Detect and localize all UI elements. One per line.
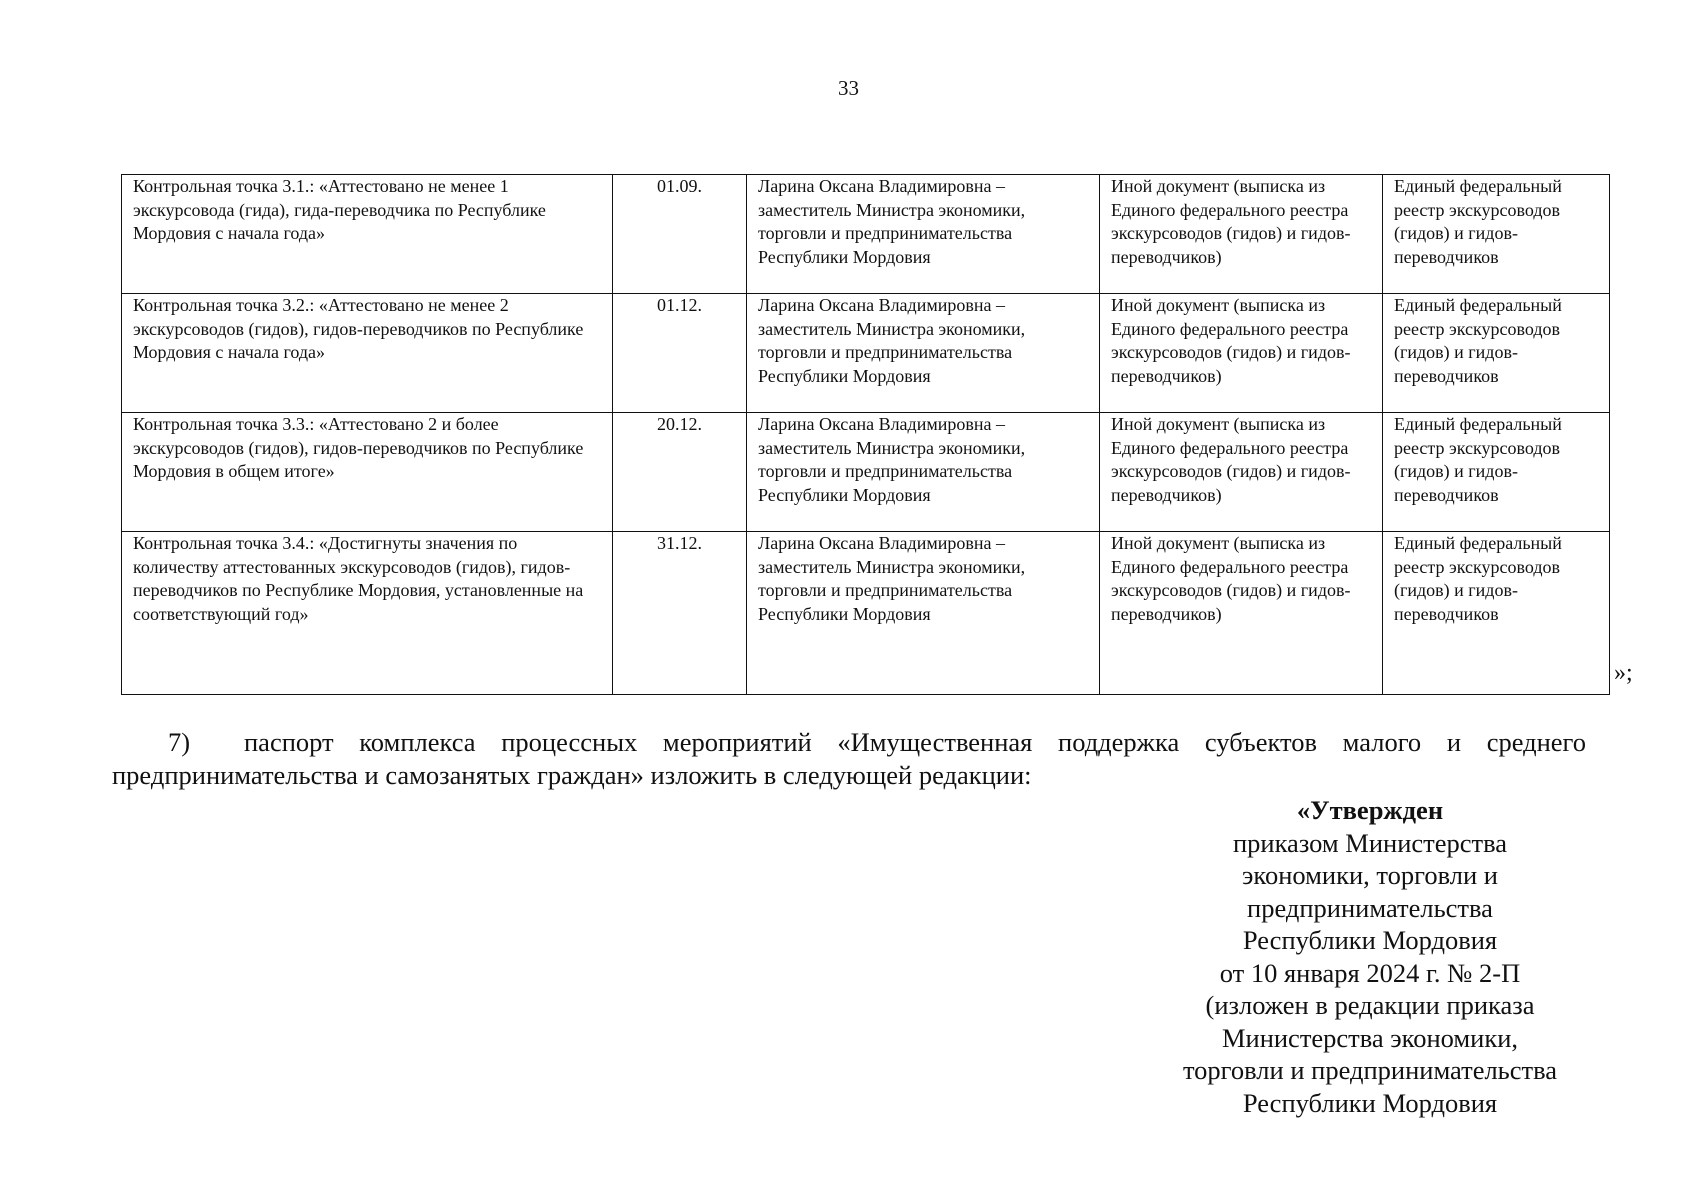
approval-heading: «Утвержден (1296, 795, 1444, 825)
system-cell: Единый федеральный реестр экскурсоводов (гидов) и гидов-переводчиков (1383, 175, 1610, 294)
approval-line: Министерства экономики, (1221, 1022, 1519, 1053)
system-cell: Единый федеральный реестр экскурсоводов (гидов) и гидов-переводчиков (1383, 532, 1610, 695)
amendment-paragraph (112, 726, 1586, 792)
table-closing-mark: »; (1614, 660, 1633, 686)
paragraph-number: 7) (168, 727, 191, 757)
checkpoint-cell: Контрольная точка 3.4.: «Достигнуты значения по количеству аттестованных экскурсоводов (гидов), гидов-переводчиков по Республике Мордовия, установленные на соответствующий год» (122, 532, 613, 695)
document-cell: Иной документ (выписка из Единого федерального реестра экскурсоводов (гидов) и гидов-переводчиков) (1100, 532, 1383, 695)
responsible-cell: Ларина Оксана Владимировна – заместитель Министра экономики, торговли и предпринимательства Республики Мордовия (747, 294, 1100, 413)
approval-line: экономики, торговли и (1242, 860, 1498, 890)
approval-line: Республики Мордовия (1242, 1087, 1498, 1118)
table-row (122, 175, 1610, 294)
responsible-cell: Ларина Оксана Владимировна – заместитель Министра экономики, торговли и предпринимательства Республики Мордовия (747, 175, 1100, 294)
table-row (122, 294, 1610, 413)
document-cell: Иной документ (выписка из Единого федерального реестра экскурсоводов (гидов) и гидов-переводчиков) (1100, 294, 1383, 413)
approval-block (1110, 794, 1630, 1119)
document-cell: Иной документ (выписка из Единого федерального реестра экскурсоводов (гидов) и гидов-переводчиков) (1100, 175, 1383, 294)
responsible-cell: Ларина Оксана Владимировна – заместитель Министра экономики, торговли и предпринимательства Республики Мордовия (747, 413, 1100, 532)
date-cell: 20.12. (613, 413, 747, 532)
checkpoints-table (121, 174, 1610, 695)
date-cell: 31.12. (613, 532, 747, 695)
system-cell: Единый федеральный реестр экскурсоводов (гидов) и гидов-переводчиков (1383, 413, 1610, 532)
table-row (122, 413, 1610, 532)
table-row (122, 532, 1610, 695)
paragraph-text: паспорт комплекса процессных мероприятий «Имущественная поддержка субъектов малого и среднего предпринимательства и самозанятых граждан» изложить в следующей редакции: (112, 727, 1586, 790)
checkpoint-cell: Контрольная точка 3.2.: «Аттестовано не менее 2 экскурсоводов (гидов), гидов-переводчиков по Республике Мордовия с начала года» (122, 294, 613, 413)
responsible-cell: Ларина Оксана Владимировна – заместитель Министра экономики, торговли и предпринимательства Республики Мордовия (747, 532, 1100, 695)
system-cell: Единый федеральный реестр экскурсоводов (гидов) и гидов-переводчиков (1383, 294, 1610, 413)
document-cell: Иной документ (выписка из Единого федерального реестра экскурсоводов (гидов) и гидов-переводчиков) (1100, 413, 1383, 532)
approval-line: торговли и предпринимательства (1182, 1055, 1558, 1085)
checkpoint-cell: Контрольная точка 3.3.: «Аттестовано 2 и более экскурсоводов (гидов), гидов-переводчиков по Республике Мордовия в общем итоге» (122, 413, 613, 532)
date-cell: 01.09. (613, 175, 747, 294)
date-cell: 01.12. (613, 294, 747, 413)
approval-line: Республики Мордовия (1242, 925, 1498, 955)
checkpoint-cell: Контрольная точка 3.1.: «Аттестовано не менее 1 экскурсовода (гида), гида-переводчика по Республике Мордовия с начала года» (122, 175, 613, 294)
approval-line: предпринимательства (1247, 892, 1493, 923)
approval-line: (изложен в редакции приказа (1205, 990, 1535, 1020)
approval-line: приказом Министерства (1232, 827, 1508, 858)
approval-line: от 10 января 2024 г. № 2-П (1219, 957, 1521, 988)
page-number: 33 (838, 76, 859, 100)
